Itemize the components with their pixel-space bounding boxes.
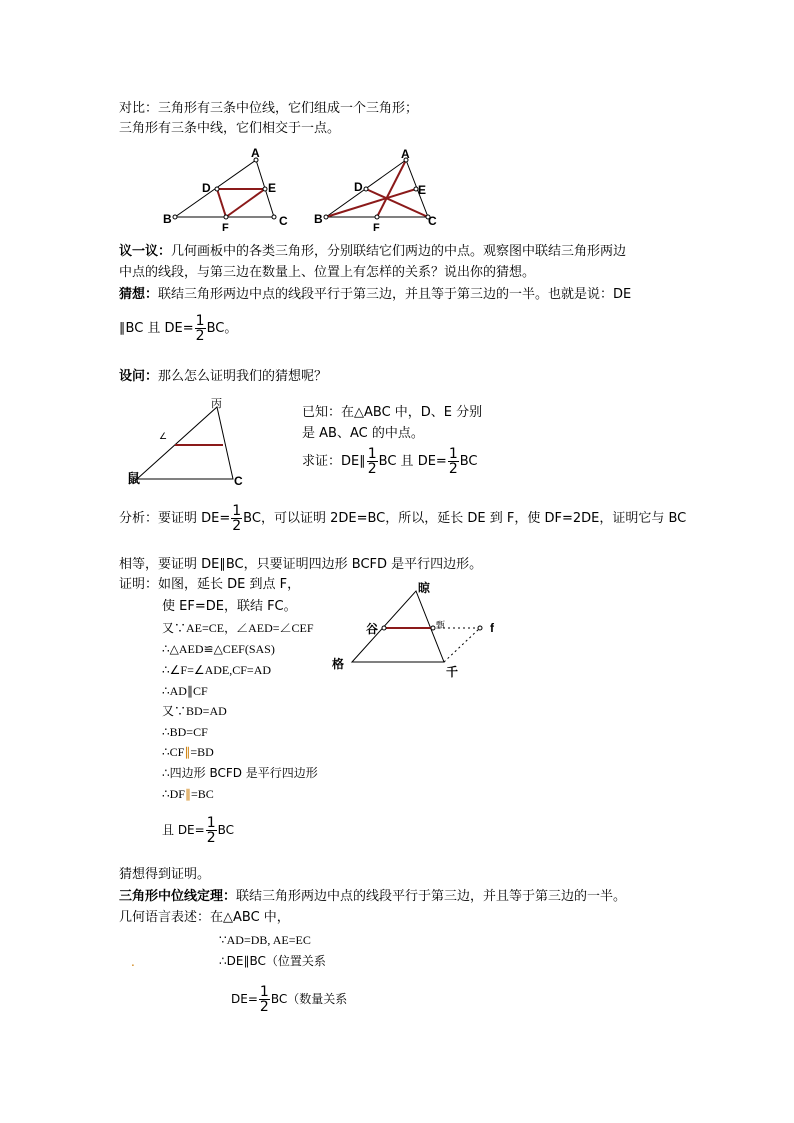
- proof-line-10: ∴四边形 BCFD 是平行四边形: [162, 766, 318, 780]
- analysis-text-a: 分析：要证明 DE=: [119, 511, 231, 526]
- fraction-den: 2: [206, 830, 216, 846]
- fig2-label-f: F: [373, 222, 380, 234]
- fig3-label-top: 丙: [211, 398, 222, 410]
- proof-line-8: ∴BD=CF: [162, 725, 208, 739]
- proof-line-3: 又∵AE=CE，∠AED=∠CEF: [162, 621, 314, 635]
- fraction-num: 1: [206, 815, 216, 831]
- proof-line-12: [162, 816, 234, 845]
- given-line-1: 已知：在△ABC 中，D、E 分别: [302, 405, 483, 420]
- parallel-symbol: ∥: [184, 745, 191, 759]
- fig2-label-b: B: [314, 212, 323, 226]
- discuss-text-1: 几何画板中的各类三角形，分别联结它们两边的中点。观察图中联结三角形两边: [171, 244, 627, 259]
- fig3-label-right: C: [234, 474, 243, 488]
- prove-fraction-2: [448, 447, 459, 476]
- discuss-line-1: [119, 244, 626, 260]
- proof-triangle-figure: [125, 395, 255, 490]
- fraction-den: 2: [367, 461, 377, 477]
- fraction-den: 2: [195, 328, 205, 344]
- fig4-label-e: 甄: [436, 620, 446, 630]
- guess-line-1: [119, 287, 631, 303]
- analysis-text-b: BC，可以证明 2DE=BC，所以，延长 DE 到 F，使 DF=2DE，证明它与 BC: [243, 511, 687, 526]
- guess-line-2: [119, 314, 237, 343]
- proof-line-4: ∴△AED≌△CEF(SAS): [162, 642, 275, 656]
- geo-dot: .: [131, 955, 135, 969]
- prove-text-b: BC 且 DE=: [378, 454, 447, 469]
- fraction-num: 1: [195, 313, 205, 329]
- parallel-symbol: ∥: [184, 787, 191, 801]
- fig4-label-b: 格: [332, 657, 345, 671]
- intro-line-1: 对比：三角形有三条中位线，它们组成一个三角形；: [119, 101, 419, 116]
- geo-line-1: ∵AD=DB, AE=EC: [219, 933, 311, 947]
- theorem-label: 三角形中位线定理：: [119, 889, 237, 904]
- fig1-label-e: E: [268, 181, 277, 195]
- intro-line-2: 三角形有三条中线，它们相交于一点。: [119, 121, 341, 136]
- fig1-label-f: F: [222, 222, 229, 234]
- fig4-label-d: 谷: [366, 622, 379, 636]
- question-text: 那么怎么证明我们的猜想呢？: [158, 369, 328, 384]
- proof-line-11: [162, 786, 214, 802]
- prove-fraction-1: [367, 447, 378, 476]
- analysis-fraction: [231, 504, 242, 533]
- prove-text-a: 求证：DE∥: [302, 454, 366, 469]
- question-label: 设问：: [119, 369, 159, 384]
- fig4-label-c: 千: [446, 665, 459, 678]
- fraction-half: [195, 314, 206, 343]
- prove-text-c: BC: [459, 454, 478, 469]
- fig1-label-b: B: [163, 212, 172, 226]
- fraction-den: 2: [259, 999, 269, 1015]
- question-line: [119, 369, 327, 385]
- proof-line-12b: BC: [217, 823, 235, 837]
- fig1-label-c: C: [279, 214, 288, 228]
- fig1-label-d: D: [202, 181, 211, 195]
- fraction-num: 1: [232, 503, 242, 519]
- guess-label: 猜想：: [119, 287, 159, 302]
- theorem-line: [119, 889, 626, 905]
- fig2-label-e: E: [418, 183, 427, 197]
- fig2-label-c: C: [428, 214, 437, 228]
- proof-line-11a: ∴DF: [162, 787, 185, 801]
- conclusion-line: 猜想得到证明。: [119, 867, 211, 882]
- proof-line-2: 使 EF=DE，联结 FC。: [162, 599, 297, 614]
- fig1-label-a: A: [251, 146, 260, 160]
- proof-line-9: [162, 744, 214, 760]
- fig3-label-left: 鼠: [127, 471, 141, 486]
- proof-fraction: [206, 816, 217, 845]
- fig4-label-f: f: [490, 621, 494, 635]
- midline-triangle-figure: [160, 145, 300, 235]
- proof-line-1: 证明：如图，延长 DE 到点 F，: [119, 577, 301, 592]
- analysis-line-2: 相等，要证明 DE∥BC，只要证明四边形 BCFD 是平行四边形。: [119, 557, 483, 572]
- guess-text-2b: BC。: [206, 321, 238, 336]
- parallelogram-proof-figure: [330, 578, 510, 678]
- discuss-line-2: 中点的线段，与第三边在数量上、位置上有怎样的关系？说出你的猜想。: [119, 265, 536, 280]
- geo-line-3a: DE=: [231, 992, 258, 1006]
- guess-text-1: 联结三角形两边中点的线段平行于第三边，并且等于第三边的一半。也就是说：DE: [158, 287, 632, 302]
- fraction-num: 1: [259, 984, 269, 1000]
- geo-fraction: [259, 985, 270, 1014]
- proof-line-5: ∴∠F=∠ADE,CF=AD: [162, 663, 272, 677]
- analysis-line-1: [119, 504, 686, 533]
- fraction-den: 2: [448, 461, 458, 477]
- median-triangle-figure: [310, 145, 450, 235]
- proof-line-7: 又∵BD=AD: [162, 704, 227, 718]
- discuss-label: 议一议：: [119, 244, 172, 259]
- proof-line-6: ∴AD∥CF: [162, 684, 208, 698]
- prove-line: [302, 447, 478, 476]
- fig2-label-d: D: [354, 180, 363, 194]
- fig3-mark: ∠: [159, 431, 168, 441]
- geo-line-3: [231, 985, 347, 1014]
- fig4-label-top: 晾: [418, 581, 431, 595]
- proof-line-9c: =BD: [190, 745, 214, 759]
- proof-line-9a: ∴CF: [162, 745, 185, 759]
- fig2-label-a: A: [401, 147, 410, 161]
- given-line-2: 是 AB、AC 的中点。: [302, 426, 424, 441]
- guess-text-2a: ∥BC 且 DE=: [119, 321, 194, 336]
- fraction-num: 1: [448, 446, 458, 462]
- geo-label: 几何语言表述：在△ABC 中，: [119, 910, 290, 925]
- fraction-num: 1: [367, 446, 377, 462]
- proof-line-12a: 且 DE=: [162, 823, 205, 837]
- proof-line-11c: =BC: [190, 787, 214, 801]
- fraction-den: 2: [232, 518, 242, 534]
- theorem-text: 联结三角形两边中点的线段平行于第三边，并且等于第三边的一半。: [236, 889, 627, 904]
- geo-line-3b: BC（数量关系: [270, 992, 348, 1006]
- geo-line-2: ∴DE∥BC（位置关系: [219, 954, 326, 968]
